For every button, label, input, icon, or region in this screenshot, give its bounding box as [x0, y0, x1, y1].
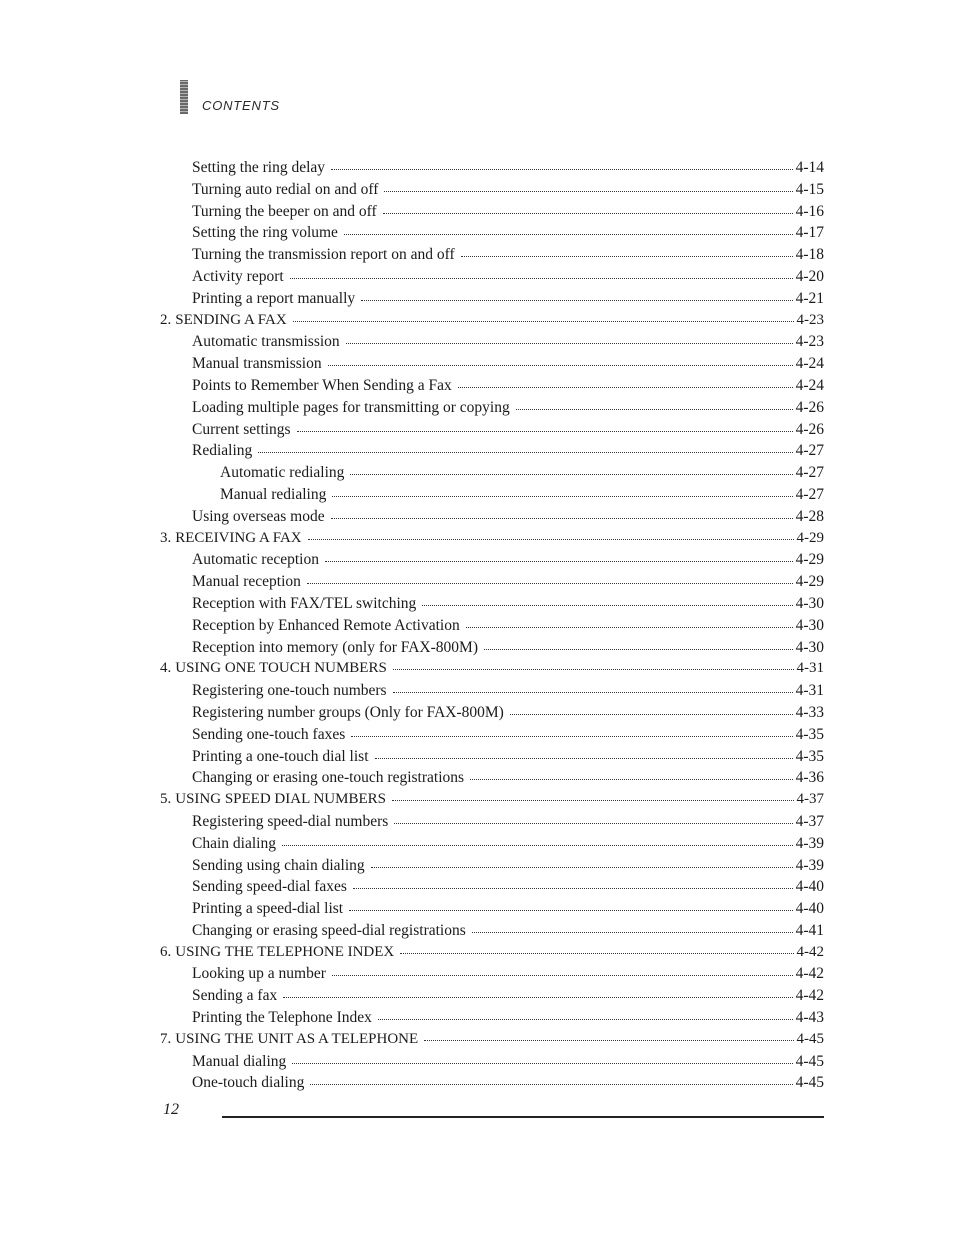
toc-entry-title: Turning the beeper on and off: [192, 202, 377, 220]
toc-dot-leader: [344, 230, 793, 235]
toc-page-number: 4-36: [795, 769, 824, 787]
toc-section-number: 5.: [160, 791, 172, 808]
toc-page-number: 4-29: [795, 551, 824, 569]
toc-page-number: 4-40: [795, 900, 824, 918]
toc-dot-leader: [346, 339, 793, 344]
toc-section-number: 7.: [160, 1030, 172, 1047]
toc-dot-leader: [292, 1059, 792, 1064]
toc-entry-title: Changing or erasing one-touch registrations: [192, 769, 465, 787]
toc-entry: [160, 769, 824, 791]
toc-entry-title: Registering number groups (Only for FAX-800M): [192, 703, 504, 721]
toc-entry-title: Loading multiple pages for transmitting or copying: [192, 398, 510, 416]
toc-entry: [160, 1074, 824, 1096]
toc-page-number: 4-40: [795, 878, 824, 896]
toc-entry-title: RECEIVING A FAX: [175, 529, 302, 546]
toc-entry: [160, 399, 824, 421]
toc-page-number: 4-24: [795, 355, 824, 373]
toc-page-number: 4-28: [795, 507, 824, 525]
toc-dot-leader: [424, 1036, 793, 1041]
toc-entry-title: Activity report: [192, 267, 284, 285]
toc-entry: [160, 857, 824, 879]
toc-dot-leader: [361, 296, 792, 301]
table-of-contents: [160, 159, 824, 1096]
toc-dot-leader: [384, 187, 792, 192]
toc-entry-title: Manual reception: [192, 573, 301, 591]
toc-entry-title: USING SPEED DIAL NUMBERS: [175, 791, 386, 808]
toc-entry-title: Changing or erasing speed-dial registrations: [192, 921, 466, 939]
toc-dot-leader: [328, 361, 793, 366]
toc-dot-leader: [375, 754, 793, 759]
toc-entry: [160, 464, 824, 486]
toc-dot-leader: [307, 579, 793, 584]
toc-entry: [160, 987, 824, 1009]
toc-page-number: 4-42: [795, 965, 824, 983]
toc-page-number: 4-16: [795, 202, 824, 220]
toc-dot-leader: [392, 796, 794, 801]
toc-entry-title: USING THE UNIT AS A TELEPHONE: [175, 1030, 419, 1047]
toc-section: [160, 660, 824, 682]
header-bar-icon: [180, 80, 188, 114]
toc-section: [160, 944, 824, 966]
toc-entry-title: Setting the ring delay: [192, 159, 326, 176]
toc-dot-leader: [516, 405, 793, 410]
toc-section-number: 2.: [160, 311, 172, 328]
toc-entry-title: Reception by Enhanced Remote Activation: [192, 616, 460, 634]
toc-entry: [160, 333, 824, 355]
toc-section: [160, 791, 824, 813]
toc-page-number: 4-14: [795, 159, 824, 176]
toc-entry: [160, 748, 824, 770]
toc-page-number: 4-20: [795, 267, 824, 285]
toc-entry: [160, 486, 824, 508]
toc-entry: [160, 508, 824, 530]
toc-section-number: 4.: [160, 660, 172, 677]
toc-entry-title: Manual dialing: [192, 1052, 287, 1070]
toc-page-number: 4-35: [795, 725, 824, 743]
toc-entry: [160, 965, 824, 987]
toc-page-number: 4-41: [795, 921, 824, 939]
toc-entry-title: Printing the Telephone Index: [192, 1009, 372, 1027]
toc-page-number: 4-17: [795, 224, 824, 242]
toc-entry-title: Chain dialing: [192, 834, 276, 852]
toc-entry-title: Sending a fax: [192, 987, 278, 1005]
toc-entry-title: USING ONE TOUCH NUMBERS: [175, 660, 387, 677]
toc-dot-leader: [383, 209, 793, 214]
toc-dot-leader: [325, 557, 793, 562]
toc-dot-leader: [332, 492, 792, 497]
toc-page-number: 4-37: [795, 812, 824, 830]
toc-page-number: 4-30: [795, 616, 824, 634]
toc-page-number: 4-45: [796, 1030, 824, 1047]
toc-page-number: 4-18: [795, 246, 824, 264]
toc-entry: [160, 246, 824, 268]
toc-entry: [160, 1009, 824, 1031]
toc-entry: [160, 159, 824, 181]
toc-entry-title: Automatic transmission: [192, 333, 340, 351]
toc-entry: [160, 835, 824, 857]
toc-entry: [160, 639, 824, 661]
toc-page-number: 4-42: [796, 943, 824, 960]
toc-entry-title: Using overseas mode: [192, 507, 325, 525]
toc-dot-leader: [510, 710, 793, 715]
toc-page-number: 4-26: [795, 420, 824, 438]
toc-dot-leader: [470, 775, 793, 780]
toc-dot-leader: [282, 841, 793, 846]
toc-page-number: 4-27: [795, 464, 824, 482]
toc-dot-leader: [472, 928, 793, 933]
toc-entry-title: Printing a speed-dial list: [192, 900, 344, 918]
toc-page-number: 4-29: [795, 573, 824, 591]
toc-entry-title: Sending one-touch faxes: [192, 725, 346, 743]
toc-page-number: 4-30: [795, 638, 824, 656]
toc-dot-leader: [351, 732, 792, 737]
toc-entry-title: Setting the ring volume: [192, 224, 338, 242]
toc-dot-leader: [458, 383, 793, 388]
toc-page-number: 4-37: [796, 791, 824, 808]
toc-entry-title: Printing a report manually: [192, 289, 356, 307]
toc-entry: [160, 224, 824, 246]
toc-dot-leader: [461, 252, 793, 257]
toc-entry: [160, 442, 824, 464]
toc-dot-leader: [283, 993, 792, 998]
toc-entry-title: Sending using chain dialing: [192, 856, 365, 874]
toc-entry: [160, 878, 824, 900]
toc-entry-title: Turning the transmission report on and off: [192, 246, 455, 264]
toc-page-number: 4-45: [795, 1052, 824, 1070]
toc-entry: [160, 203, 824, 225]
toc-dot-leader: [331, 165, 793, 170]
toc-entry-title: SENDING A FAX: [175, 311, 287, 328]
toc-dot-leader: [293, 317, 794, 322]
toc-page-number: 4-45: [795, 1074, 824, 1092]
toc-page-number: 4-33: [795, 703, 824, 721]
toc-entry: [160, 617, 824, 639]
toc-dot-leader: [393, 688, 793, 693]
toc-page-number: 4-24: [795, 376, 824, 394]
toc-entry-title: Sending speed-dial faxes: [192, 878, 347, 896]
toc-page-number: 4-23: [795, 333, 824, 351]
toc-entry-title: Redialing: [192, 442, 253, 460]
toc-dot-leader: [393, 665, 794, 670]
toc-dot-leader: [394, 819, 792, 824]
page-header: [180, 78, 280, 114]
toc-entry-title: Points to Remember When Sending a Fax: [192, 376, 452, 394]
toc-page-number: 4-31: [796, 660, 824, 677]
toc-page-number: 4-29: [796, 529, 824, 546]
toc-page-number: 4-42: [795, 987, 824, 1005]
toc-page-number: 4-43: [795, 1009, 824, 1027]
toc-dot-leader: [371, 863, 793, 868]
toc-dot-leader: [350, 470, 792, 475]
toc-entry-title: One-touch dialing: [192, 1074, 305, 1092]
toc-entry-title: Manual transmission: [192, 355, 322, 373]
toc-dot-leader: [290, 274, 793, 279]
header-title: CONTENTS: [202, 98, 280, 113]
toc-dot-leader: [378, 1015, 793, 1020]
toc-section: [160, 312, 824, 334]
toc-page-number: 4-39: [795, 834, 824, 852]
toc-page-number: 4-31: [795, 682, 824, 700]
toc-dot-leader: [422, 601, 792, 606]
toc-page-number: 4-27: [795, 485, 824, 503]
toc-entry-title: USING THE TELEPHONE INDEX: [175, 943, 395, 960]
toc-entry: [160, 726, 824, 748]
toc-page-number: 4-23: [796, 311, 824, 328]
toc-page-number: 4-26: [795, 398, 824, 416]
toc-entry: [160, 900, 824, 922]
toc-entry: [160, 682, 824, 704]
toc-section-number: 3.: [160, 529, 172, 546]
toc-section: [160, 530, 824, 552]
toc-entry: [160, 268, 824, 290]
toc-dot-leader: [297, 427, 793, 432]
toc-entry: [160, 551, 824, 573]
toc-entry-title: Reception into memory (only for FAX-800M): [192, 638, 478, 656]
toc-entry: [160, 421, 824, 443]
toc-dot-leader: [349, 906, 792, 911]
toc-dot-leader: [332, 971, 793, 976]
toc-page-number: 4-27: [795, 442, 824, 460]
toc-page-number: 4-21: [795, 289, 824, 307]
toc-dot-leader: [466, 623, 793, 628]
toc-entry-title: Printing a one-touch dial list: [192, 747, 369, 765]
toc-page-number: 4-35: [795, 747, 824, 765]
toc-entry: [160, 181, 824, 203]
toc-entry: [160, 922, 824, 944]
toc-entry-title: Looking up a number: [192, 965, 326, 983]
toc-dot-leader: [400, 949, 793, 954]
toc-entry-title: Reception with FAX/TEL switching: [192, 594, 417, 612]
toc-page-number: 4-30: [795, 594, 824, 612]
toc-page-number: 4-15: [795, 180, 824, 198]
toc-dot-leader: [308, 535, 794, 540]
toc-dot-leader: [353, 884, 793, 889]
toc-section: [160, 1031, 824, 1053]
toc-page-number: 4-39: [795, 856, 824, 874]
toc-entry: [160, 290, 824, 312]
toc-entry-title: Registering one-touch numbers: [192, 682, 387, 700]
toc-entry-title: Registering speed-dial numbers: [192, 812, 389, 830]
toc-entry: [160, 595, 824, 617]
toc-entry-title: Current settings: [192, 420, 291, 438]
toc-entry-title: Automatic redialing: [220, 464, 345, 482]
footer-rule: [222, 1116, 824, 1118]
toc-dot-leader: [258, 448, 792, 453]
toc-section-number: 6.: [160, 943, 172, 960]
toc-dot-leader: [484, 645, 793, 650]
toc-entry: [160, 377, 824, 399]
toc-entry-title: Manual redialing: [220, 485, 327, 503]
toc-entry-title: Turning auto redial on and off: [192, 180, 379, 198]
page-number: 12: [163, 1101, 179, 1118]
toc-dot-leader: [331, 514, 793, 519]
toc-entry: [160, 573, 824, 595]
toc-entry: [160, 704, 824, 726]
toc-entry: [160, 1053, 824, 1075]
toc-entry: [160, 355, 824, 377]
toc-entry: [160, 813, 824, 835]
toc-dot-leader: [310, 1080, 792, 1085]
toc-entry-title: Automatic reception: [192, 551, 319, 569]
